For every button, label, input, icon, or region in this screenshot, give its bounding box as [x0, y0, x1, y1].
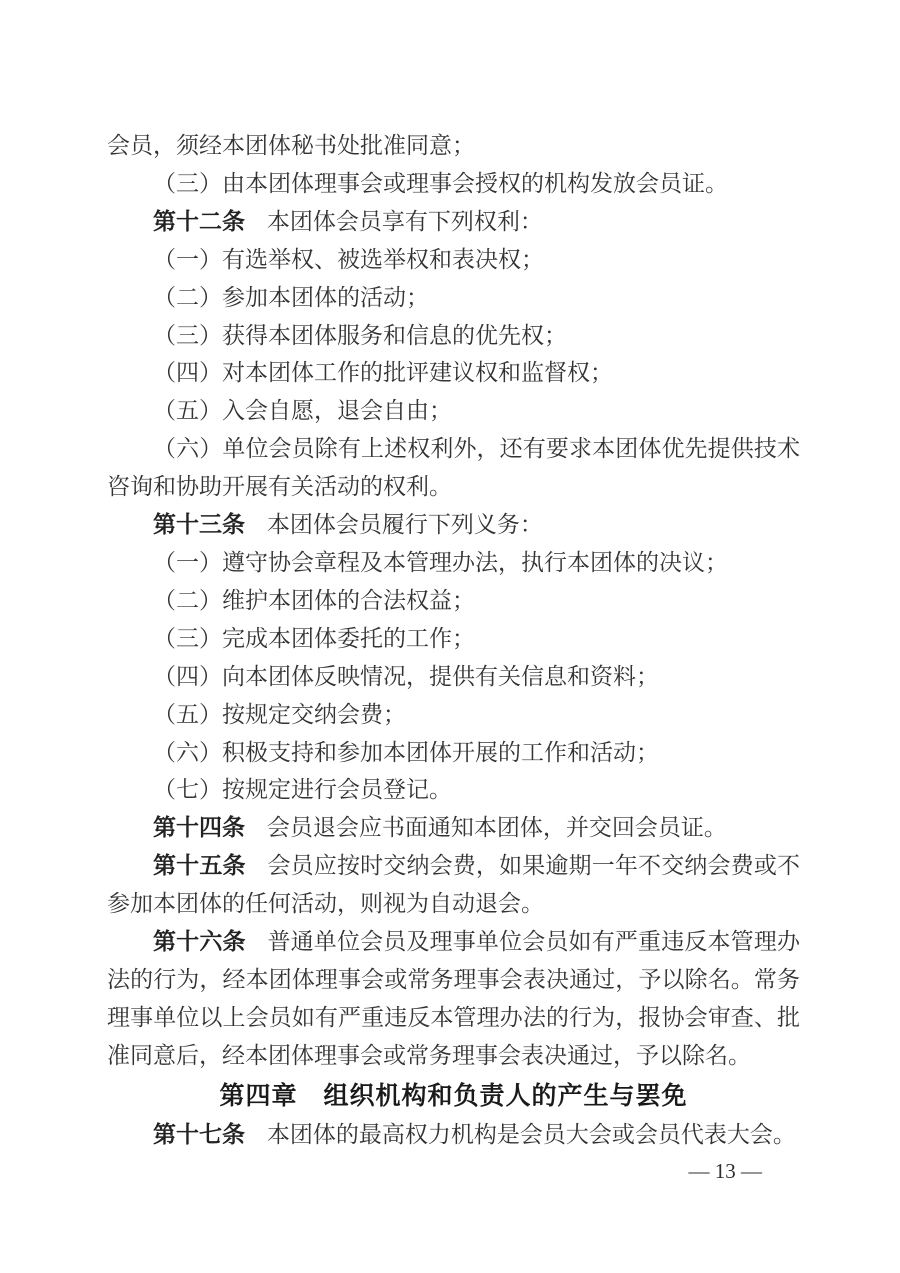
article-number: 第十七条	[153, 1121, 245, 1147]
article-paragraph	[107, 923, 800, 1075]
list-item: （四）向本团体反映情况，提供有关信息和资料；	[153, 663, 659, 689]
list-item: （六）积极支持和参加本团体开展的工作和活动；	[153, 739, 659, 765]
list-item: （六）单位会员除有上述权利外，还有要求本团体优先提供技术咨询和协助开展有关活动的权利。	[107, 436, 800, 500]
article-paragraph	[107, 203, 800, 241]
list-item: （二）参加本团体的活动；	[153, 284, 429, 310]
list-item: （三）完成本团体委托的工作；	[153, 625, 475, 651]
list-item: （一）有选举权、被选举权和表决权；	[153, 246, 544, 272]
article-number: 第十三条	[153, 512, 245, 538]
body-paragraph: （三）由本团体理事会或理事会授权的机构发放会员证。	[153, 170, 728, 196]
article-number: 第十五条	[153, 853, 246, 879]
list-item: （五）入会自愿，退会自由；	[153, 398, 452, 424]
page-number: — 13 —	[688, 1159, 762, 1184]
list-item: （五）按规定交纳会费；	[153, 701, 406, 727]
article-text: 本团体会员履行下列义务：	[266, 512, 543, 538]
article-text: 本团体会员享有下列权利：	[266, 208, 543, 234]
list-item: （二）维护本团体的合法权益；	[153, 587, 475, 613]
article-text: 会员应按时交纳会费，如果逾期一年不交纳会费或不参加本团体的任何活动，则视为自动退会。	[107, 853, 801, 917]
list-item: （三）获得本团体服务和信息的优先权；	[153, 322, 567, 348]
article-number: 第十四条	[153, 815, 245, 841]
article-paragraph	[107, 1116, 800, 1154]
article-number: 第十二条	[153, 208, 245, 234]
article-text: 普通单位会员及理事单位会员如有严重违反本管理办法的行为，经本团体理事会或常务理事会表决通过，予以除名。常务理事单位以上会员如有严重违反本管理办法的行为，报协会审查、批准同意后，经本团体理事会或常务理事会表决通过，予以除名。	[107, 929, 801, 1068]
article-paragraph	[107, 809, 800, 847]
article-paragraph	[107, 506, 800, 544]
chapter-heading: 第四章 组织机构和负责人的产生与罢免	[219, 1081, 688, 1110]
article-text: 本团体的最高权力机构是会员大会或会员代表大会。	[266, 1121, 796, 1147]
list-item: （一）遵守协会章程及本管理办法，执行本团体的决议；	[153, 549, 728, 575]
article-number: 第十六条	[153, 929, 246, 955]
list-item: （七）按规定进行会员登记。	[153, 777, 452, 803]
body-paragraph: 会员，须经本团体秘书处批准同意；	[107, 133, 475, 158]
list-item: （四）对本团体工作的批评建议权和监督权；	[153, 360, 613, 386]
document-content	[107, 127, 800, 1190]
article-text: 会员退会应书面通知本团体，并交回会员证。	[266, 815, 727, 841]
article-paragraph	[107, 847, 800, 923]
